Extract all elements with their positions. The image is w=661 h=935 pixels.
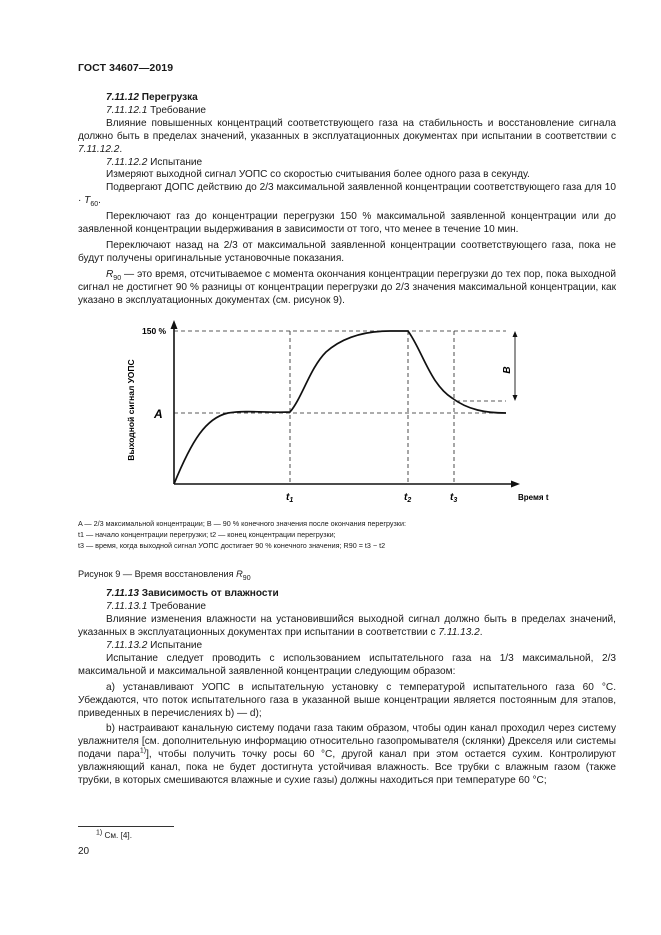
B-arrow-down-icon — [513, 395, 518, 401]
footnote-ref: 1) — [139, 747, 147, 755]
subsection-heading: 7.11.12.2 Испытание — [106, 156, 203, 168]
cross-reference: 7.11.12.2 — [78, 143, 120, 155]
paragraph: Переключают газ до концентрации перегрузки 150 % максимальной заявленной концентрации или до заявленной концентрации выдерживания в зависимости от того, что менее в течение 10 мин. — [78, 211, 616, 236]
recovery-time-diagram — [78, 320, 616, 520]
t1-label: $t_1$ — [286, 491, 294, 504]
subsection-heading: 7.11.13.2 Испытание — [106, 640, 203, 652]
cross-reference: 7.11.13.2 — [438, 627, 480, 639]
subsection-heading: 7.11.13.1 Требование — [106, 601, 206, 613]
overload-level-label: 150 % — [142, 325, 167, 336]
paragraph: Влияние повышенных концентраций соответствующего газа на стабильность и восстановление сигнала должно быть в пределах значений, указанных в эксплуатационных документах при испытании в соответствии с 7.11.12.2. — [78, 117, 616, 155]
figure-legend — [78, 518, 616, 551]
legend-line: t1 — начало концентрации перегрузки; t2 — конец концентрации перегрузки; — [78, 529, 336, 539]
signal-response-curve — [174, 331, 506, 484]
recovery-time-figure — [78, 320, 616, 558]
paragraph: Измеряют выходной сигнал УОПС со скоростью считывания более одного раза в секунду. — [106, 169, 530, 181]
list-item: b) настраивают канальную систему подачи газа таким образом, чтобы один канал проходил через систему увлажнителя [см. дополнительную информацию относительно газопромывателя (склянки) Дрекселя или системы подачи пара$^{1)}$], чтобы получить точку росы 60 °С, другой канал при этом остается сухим. Контролируют увлажняющий канал, пока не будет достигнута устойчивая влажность. Все трубки с влажным газом (также трубки, в которых смешиваются влажные и сухие газы) должны находиться при температуре 60 °С; — [78, 723, 616, 787]
section-heading: 7.11.12 Перегрузка — [106, 92, 198, 103]
x-axis-label: Время t — [518, 492, 549, 502]
figure-caption: Рисунок 9 — Время восстановления $R_{90}$ — [78, 568, 251, 582]
x-axis-arrow-icon — [511, 480, 520, 487]
section-heading: 7.11.13 Зависимость от влажности — [106, 588, 279, 600]
level-A-label: A — [154, 406, 163, 421]
B-arrow-up-icon — [513, 331, 518, 337]
paragraph: Влияние изменения влажности на установившийся выходной сигнал должно быть в пределах значений, указанных в эксплуатационных документах при испытании в соответствии с 7.11.13.2. — [78, 614, 616, 639]
list-item: а) устанавливают УОПС в испытательную установку с температурой испытательного газа 60 °С. Убеждаются, что поток испытательного газа в указанной выше концентрации является постоянным для этапов, приведенных в перечислениях b) — d); — [78, 681, 616, 719]
paragraph: Испытание следует проводить с использованием испытательного газа на 1/3 максимальной, 2/3 максимальной и максимальной заявленной концентрации следующим образом: — [78, 652, 616, 677]
legend-line: A — 2/3 максимальной концентрации; B — 90 % конечного значения после окончания перегрузки: — [78, 518, 406, 528]
y-axis-label: Выходной сигнал УОПС — [126, 358, 136, 461]
paragraph: Переключают назад на 2/3 от максимальной заявленной концентрации соответствующего газа, пока не будут получены оригинальные установочные показания. — [78, 239, 616, 264]
footnote: $^{1)}$ См. [4]. — [96, 829, 132, 840]
t3-label: $t_3$ — [450, 491, 458, 504]
page-number: 20 — [78, 846, 90, 857]
footnote-divider — [78, 826, 174, 827]
subsection-heading: 7.11.12.1 Требование — [106, 104, 206, 116]
paragraph: Подвергают ДОПС действию до 2/3 максимальной заявленной концентрации соответствующего газа для $10 \cdot T_{60}$. — [78, 182, 616, 209]
page-content — [78, 92, 616, 788]
t2-label: $t_2$ — [404, 491, 412, 504]
document-code: ГОСТ 34607—2019 — [78, 62, 174, 74]
paragraph: $R_{90}$ — это время, отсчитываемое с момента окончания концентрации перегрузки до тех пор, пока выходной сигнал не достигнет 90 % разницы от концентрации перегрузки до 2/3 значения максимальной концентрации, как указано в эксплуатационных документах (см. рисунок 9). — [78, 268, 616, 306]
B-label: B — [502, 365, 513, 374]
legend-line: t3 — время, когда выходной сигнал УОПС достигает 90 % конечного значения; R90 = t3 − t2 — [78, 540, 386, 550]
y-axis-arrow-icon — [171, 320, 178, 329]
